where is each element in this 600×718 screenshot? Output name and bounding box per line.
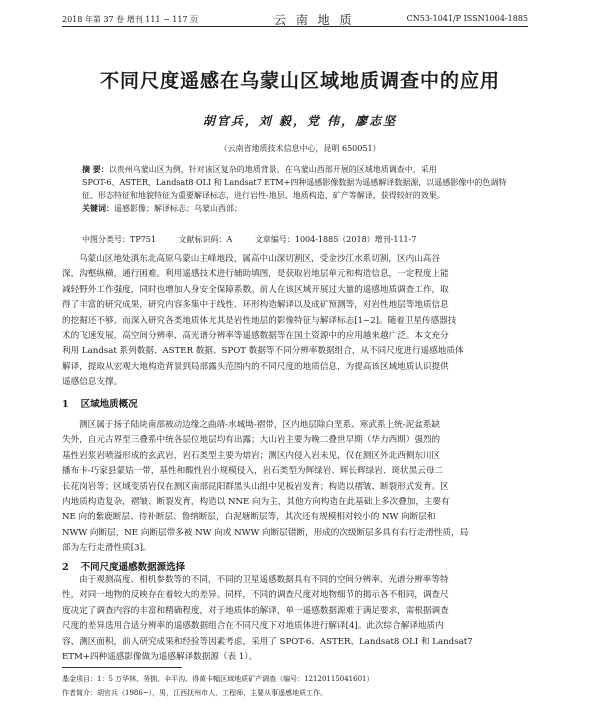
journal-name: 云 南 地 质 xyxy=(274,13,355,27)
footnote-divider xyxy=(62,667,182,668)
body-line: 内地质构造复杂，褶皱、断裂发育，构造以 NNE 向为主，其他方向构造在此基础上多次叠加，主要有 xyxy=(62,496,450,507)
abstract-block xyxy=(82,163,510,215)
abstract-line: SPOT-6、ASTER、Landsat8 OLI 和 Landsat7 ETM+四种遥感影像数据为遥感解译数据源，以遥感影像中的色调特 xyxy=(82,178,507,187)
body-line: 解译，提取从宏观大地构造背景到局部露头范围内的不同尺度的地质信息，为提高该区域地质认识提供 xyxy=(62,361,449,372)
keywords-line xyxy=(82,202,510,215)
body-line: 尺度的差异选用合适分辨率的遥感数据组合在不同尺度下对地质体进行解译[4]。此次综合解译地质内 xyxy=(62,621,444,632)
journal-volume-info: 2018 年第 37 卷 增刊 111 ~ 117 页 xyxy=(62,15,199,24)
body-line: 乌蒙山区地处滇东北高原乌蒙山主峰地段，属高中山深切割区，受金沙江水系切割，区内山高谷 xyxy=(79,254,440,264)
section-title: 不同尺度遥感数据源选择 xyxy=(80,562,186,573)
section-2-paragraph xyxy=(62,573,540,665)
keywords-text: 遥感影像；解译标志；乌蒙山西部； xyxy=(114,204,242,213)
body-line: 深，沟壑纵横，通行困难。利用遥感技术进行辅助填图，是获取岩地层单元和构造信息，一定程度上能 xyxy=(62,269,449,280)
body-line: 利用 Landsat 系列数据、ASTER 数据、SPOT 数据等不同分辨率数据组合，从不同尺度进行遥感地质体 xyxy=(62,346,464,357)
section-1-paragraph xyxy=(62,418,540,557)
body-line: 遥感信息支撑。 xyxy=(62,377,123,388)
section-title: 区域地质概况 xyxy=(80,399,138,410)
body-line: 得了丰富的研究成果，研究内容多集中于线性、环形构造解译以及成矿预测等，对岩性地层等地质信息 xyxy=(62,300,449,311)
paper-title: 不同尺度遥感在乌蒙山区域地质调查中的应用 xyxy=(99,70,500,92)
body-line: 部为左行走滑性质[3]。 xyxy=(62,543,152,554)
document-code: 文献标识码：A xyxy=(178,235,233,244)
body-line: 度决定了调查内容的丰富和精确程度，对于地质体的解译，单一遥感数据源难于满足要求，需根据调查 xyxy=(62,605,449,616)
body-line: 基性岩浆岩喷溢形成的玄武岩，岩石类型主要为熔岩；测区内侵入岩未见，仅在测区外北西侧东川区 xyxy=(62,450,441,461)
body-line: 性，对同一地物的反映存在着较大的差异。同样，不同的调查尺度对地物细节的揭示各不相同，调查尺 xyxy=(62,590,449,601)
body-line: 减轻野外工作强度，同时也增加人身安全保障系数。前人在该区域开展过大量的遥感地质调查工作，取 xyxy=(62,284,449,295)
journal-issn: CN53-1041/P ISSN1004-1885 xyxy=(406,14,528,23)
affiliation: （云南省地质技术信息中心，昆明 650051） xyxy=(219,144,381,153)
abstract-line: 征、形态特征和地貌特征为重要解译标志，进行岩性-地层、地质构造、矿产等解译，获得较好的效果。 xyxy=(82,191,445,200)
body-line: 术的飞速发展，高空间分辨率、高光谱分辨率等遥感数据等在国土资源中的应用越来越广泛。本文充分 xyxy=(62,330,449,341)
funding-footnote: 基金项目：1：5 万华林、务拥、伞平沟、得黄卡幅区域地质矿产调查（编号：12120115041601） xyxy=(62,675,374,683)
clc-number: 中图分类号：TP751 xyxy=(82,235,156,244)
abstract-line: 摘 要：以贵州乌蒙山区为例，针对该区复杂的地质背景，在乌蒙山西部开展的区域地质调查中，采用 xyxy=(82,164,437,174)
body-line: 由于观测高度、相机参数等的不同，不同的卫星遥感数据具有不同的空间分辨率、光谱分辨率等特 xyxy=(79,575,449,585)
abstract-label: 摘 要： xyxy=(82,164,109,174)
section-number: 1 xyxy=(62,399,69,410)
body-line: 播布卡-巧家县蒙姑一带，基性和酸性岩小规模侵入，岩石类型为辉绿岩、辉长辉绿岩、斑状黑云母二 xyxy=(62,466,444,477)
body-line: 长花岗岩等；区域变质岩仅在测区南部昆阳群黑头山组中见板岩发育；构造以褶皱、断裂形式发育。区 xyxy=(62,481,449,492)
body-line: NWW 向断层，NE 向断层带多被 NW 向或 NWW 向断层错断，形成的次级断层多具有右行走滑性质，局 xyxy=(62,527,469,538)
authors: 胡官兵，刘 毅，党 伟，廖志坚 xyxy=(202,114,398,128)
running-header xyxy=(62,11,528,27)
article-number: 文章编号：1004-1885（2018）增刊-111-7 xyxy=(254,235,417,244)
body-line: 的挖掘还不够。而深入研究各类地质体尤其是岩性地层的影像特征与解译标志[1~2]。随着卫星传感器技 xyxy=(62,315,457,326)
introduction-paragraph xyxy=(62,252,540,391)
classification-line xyxy=(82,234,542,245)
author-bio-footnote: 作者简介：胡官兵（1986~），男，江西抚州市人，工程师，主要从事遥感地质工作。 xyxy=(62,689,328,697)
footnotes xyxy=(62,672,540,700)
section-1-heading xyxy=(62,396,138,410)
section-number: 2 xyxy=(62,562,69,573)
section-2-heading xyxy=(62,559,185,573)
body-line: 失外，自元古界至三叠系中统各层位地层均有出露；大山岩主要为晚二叠世早期（华力西期）强烈的 xyxy=(62,435,441,446)
body-line: 测区属于扬子陆块南部被动边缘之曲靖-水城坳-褶带，区内地层除白垩系、寒武系上统-泥盆系缺 xyxy=(79,420,441,430)
keywords-label: 关键词： xyxy=(82,203,114,213)
body-line: NE 向的紫鹿断层、待补断层、鲁纳断层，白泥塘断层等，其次还有规模相对较小的 NW 向断层和 xyxy=(62,512,436,523)
body-line: 容、测区面积，前人研究成果和经验等因素考虑，采用了 SPOT-6、ASTER、Landsat8 OLI 和 Landsat7 xyxy=(62,636,473,647)
body-line: ETM+四种遥感影像做为遥感解译数据源（表 1）。 xyxy=(62,651,258,662)
